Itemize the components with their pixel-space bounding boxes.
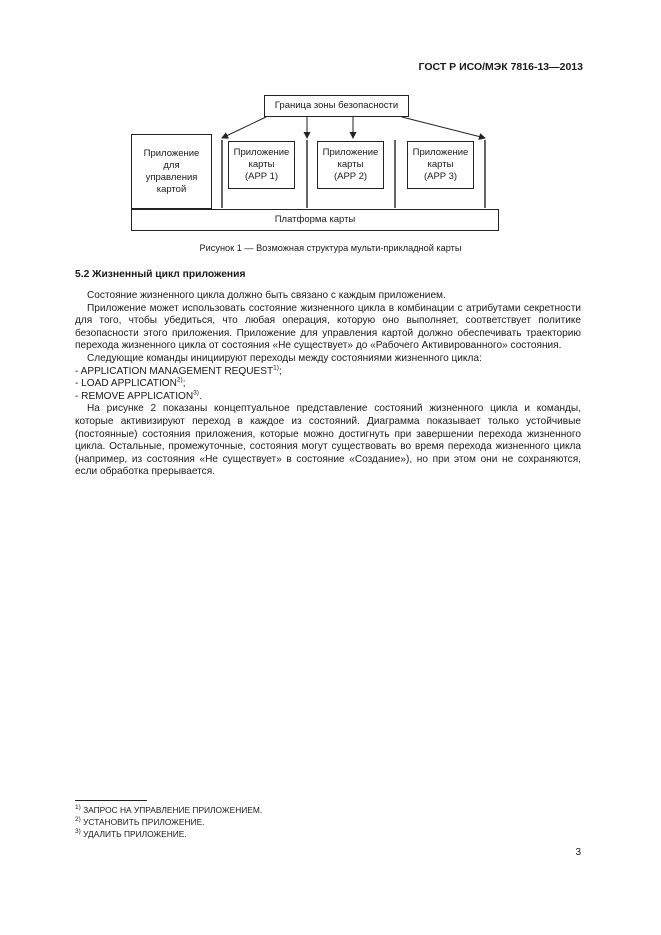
security-boundary-box: Граница зоны безопасности bbox=[264, 95, 409, 117]
list-item-2: - LOAD APPLICATION$^{2)}$; bbox=[75, 376, 186, 390]
figure-caption: Рисунок 1 — Возможная структура мульти-прикладной карты bbox=[199, 243, 462, 253]
page-number: 3 bbox=[575, 847, 581, 858]
footnote-1: $^{1)}$ ЗАПРОС НА УПРАВЛЕНИЕ ПРИЛОЖЕНИЕМ. bbox=[75, 804, 263, 815]
card-platform-box: Платформа карты bbox=[131, 209, 499, 231]
app1-box: Приложение карты (APP 1) bbox=[228, 141, 295, 189]
footnote-3: $^{3)}$ УДАЛИТЬ ПРИЛОЖЕНИЕ. bbox=[75, 828, 187, 839]
card-manager-app-box: Приложение для управления картой bbox=[131, 134, 212, 209]
footnote-2: $^{2)}$ УСТАНОВИТЬ ПРИЛОЖЕНИЕ. bbox=[75, 816, 205, 827]
arrow-to-app1 bbox=[222, 117, 266, 138]
paragraph-1: Состояние жизненного цикла должно быть связано с каждым приложением. bbox=[87, 290, 446, 301]
section-body bbox=[75, 290, 581, 479]
arrow-to-app3 bbox=[402, 117, 485, 138]
figure-connectors bbox=[0, 0, 661, 240]
list-item-1: - APPLICATION MANAGEMENT REQUEST$^{1)}$; bbox=[75, 364, 282, 377]
footnote-separator bbox=[75, 800, 147, 801]
paragraph-2: Приложение может использовать состояние жизненного цикла в комбинации с атрибутами секретности для того, чтобы убедиться, что любая операция, которую оно выполняет, соответствует политике безопасности этого приложения. Приложение для управления картой должно обеспечивать траекторию перехода жизненного цикла от состояния «Не существует» до «Рабочего Активированного» состояния. bbox=[75, 302, 581, 352]
section-heading: 5.2 Жизненный цикл приложения bbox=[75, 269, 246, 280]
paragraph-4: На рисунке 2 показаны концептуальное представление состояний жизненного цикла и команды, которые активизируют переход в каждое из состояний. Диаграмма показывает только устойчивые (постоянные) состояния приложения, которые можно достигнуть при завершении перехода жизненного цикла. Остальные, промежуточные, состояния могут существовать во время перехода жизненного цикла (например, из состояния «Не существует» в состояние «Создание»), но при этом они не сохраняются, если обработка прерывается. bbox=[75, 403, 581, 478]
list-item-3: - REMOVE APPLICATION$^{3)}$. bbox=[75, 389, 202, 402]
paragraph-3: Следующие команды инициируют переходы между состояниями жизненного цикла: bbox=[87, 352, 482, 364]
app3-box: Приложение карты (APP 3) bbox=[407, 141, 474, 189]
app2-box: Приложение карты (APP 2) bbox=[317, 141, 384, 189]
document-header: ГОСТ Р ИСО/МЭК 7816-13—2013 bbox=[418, 61, 583, 73]
